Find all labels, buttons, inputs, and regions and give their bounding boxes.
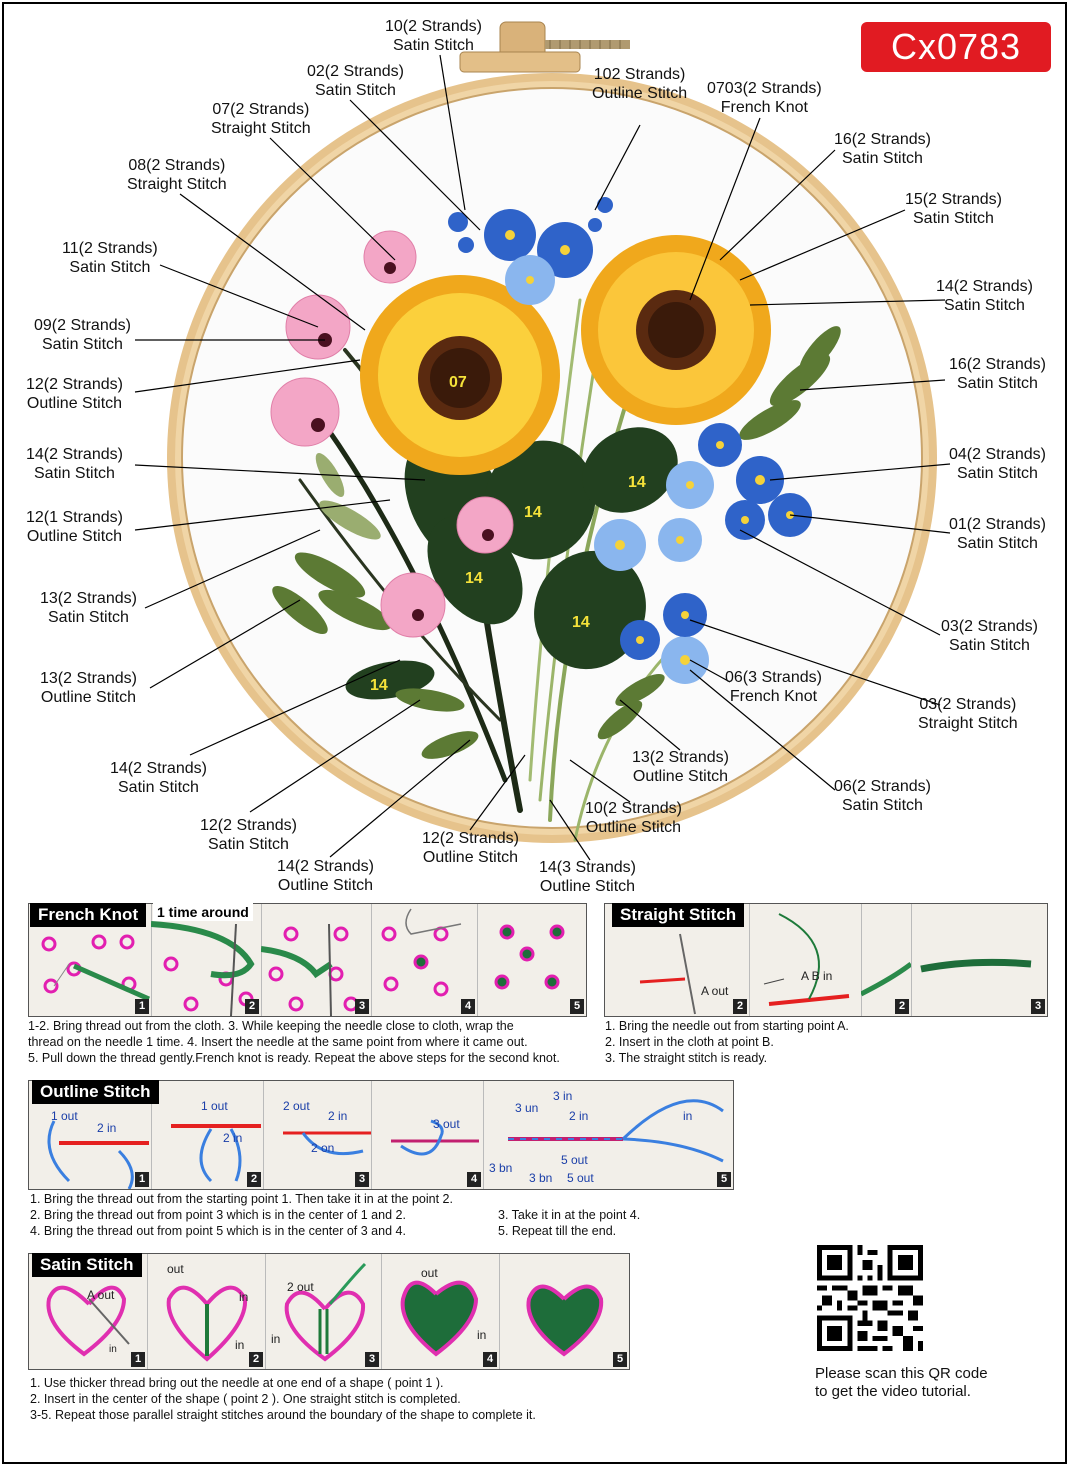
- callout-label: 12(2 Strands) Satin Stitch: [200, 817, 297, 853]
- callout-label: 16(2 Strands) Satin Stitch: [949, 356, 1046, 392]
- outline-stitch-instruction: 5. Repeat till the end.: [498, 1224, 617, 1238]
- callout-label: 10(2 Strands) Satin Stitch: [385, 18, 482, 54]
- outline-stitch-title: Outline Stitch: [32, 1080, 159, 1104]
- straight-stitch-instruction: 2. Insert in the cloth at point B.: [605, 1035, 774, 1049]
- callout-label: 0703(2 Strands) French Knot: [707, 80, 822, 116]
- svg-text:14: 14: [465, 570, 483, 587]
- satin-stitch-instruction: 3-5. Repeat those parallel straight stitches around the boundary of the shape to complete it.: [30, 1408, 536, 1422]
- satin-stitch-instruction: 2. Insert in the center of the shape ( point 2 ). One straight stitch is completed.: [30, 1392, 461, 1406]
- callout-label: 02(2 Strands) Satin Stitch: [307, 63, 404, 99]
- french-knot-strip: 1 2 3 4 5: [28, 903, 587, 1017]
- satin-stitch-instruction: 1. Use thicker thread bring out the needle at one end of a shape ( point 1 ).: [30, 1376, 444, 1390]
- callout-label: 16(2 Strands) Satin Stitch: [834, 131, 931, 167]
- callout-label: 08(2 Strands) Straight Stitch: [127, 157, 227, 193]
- outline-stitch-instruction: 1. Bring the thread out from the starting point 1. Then take it in at the point 2.: [30, 1192, 453, 1206]
- callout-label: 12(2 Strands) Outline Stitch: [26, 376, 123, 412]
- outline-stitch-strip: 1 out 2 in 1 1 out 2 in 2 2 out 2 in 2 on 3 3 out 4 3 un 3 in 2 in in 3 bn 5 out 3 bn 5 out 5: [28, 1080, 734, 1190]
- callout-label: 14(2 Strands) Satin Stitch: [110, 760, 207, 796]
- outline-stitch-instruction: 2. Bring the thread out from point 3 which is in the center of 1 and 2.: [30, 1208, 406, 1222]
- callout-label: 10(2 Strands) Outline Stitch: [585, 800, 682, 836]
- svg-text:14: 14: [572, 614, 590, 631]
- sunflower-right: [581, 235, 771, 425]
- outline-stitch-instruction: 4. Bring the thread out from point 5 which is in the center of 3 and 4.: [30, 1224, 406, 1238]
- callout-label: 14(2 Strands) Outline Stitch: [277, 858, 374, 894]
- callout-label: 14(2 Strands) Satin Stitch: [26, 446, 123, 482]
- outline-stitch-instruction: 3. Take it in at the point 4.: [498, 1208, 641, 1222]
- satin-stitch-title: Satin Stitch: [32, 1253, 142, 1277]
- callout-label: 07(2 Strands) Straight Stitch: [211, 101, 311, 137]
- callout-label: 14(2 Strands) Satin Stitch: [936, 278, 1033, 314]
- callout-label: 09(2 Strands) Satin Stitch: [34, 317, 131, 353]
- french-knot-title: French Knot: [30, 903, 146, 927]
- callout-label: 13(2 Strands) Outline Stitch: [40, 670, 137, 706]
- svg-text:14: 14: [370, 677, 388, 694]
- satin-stitch-strip: A out in 1 out in in 2 2 out in 3 out in 4 5: [28, 1253, 630, 1370]
- callout-label: 03(2 Strands) Straight Stitch: [918, 696, 1018, 732]
- qr-code[interactable]: [817, 1245, 923, 1351]
- callout-label: 12(1 Strands) Outline Stitch: [26, 509, 123, 545]
- callout-label: 13(2 Strands) Outline Stitch: [632, 749, 729, 785]
- callout-label: 06(2 Strands) Satin Stitch: [834, 778, 931, 814]
- callout-label: 15(2 Strands) Satin Stitch: [905, 191, 1002, 227]
- french-knot-instruction: 1-2. Bring thread out from the cloth. 3. While keeping the needle close to cloth, wrap the: [28, 1019, 514, 1033]
- svg-text:14: 14: [524, 504, 542, 521]
- callout-label: 102 Strands) Outline Stitch: [592, 66, 688, 102]
- callout-label: 06(3 Strands) French Knot: [725, 669, 822, 705]
- callout-label: 13(2 Strands) Satin Stitch: [40, 590, 137, 626]
- svg-text:14: 14: [628, 474, 646, 491]
- straight-stitch-instruction: 3. The straight stitch is ready.: [605, 1051, 768, 1065]
- french-knot-instruction: thread on the needle 1 time. 4. Insert the needle at the same point from where it came out.: [28, 1035, 528, 1049]
- callout-label: 14(3 Strands) Outline Stitch: [539, 859, 636, 895]
- product-code-badge: Cx0783: [861, 22, 1051, 72]
- straight-stitch-title: Straight Stitch: [612, 903, 744, 927]
- straight-stitch-strip: A out 2 A B in 2 3: [604, 903, 1048, 1017]
- callout-label: 04(2 Strands) Satin Stitch: [949, 446, 1046, 482]
- inner-label-07: 07: [449, 374, 467, 391]
- qr-caption: Please scan this QR code to get the video tutorial.: [815, 1365, 988, 1400]
- callout-label: 11(2 Strands) Satin Stitch: [62, 240, 158, 276]
- callout-label: 12(2 Strands) Outline Stitch: [422, 830, 519, 866]
- french-knot-instruction: 5. Pull down the thread gently.French knot is ready. Repeat the above steps for the second knot.: [28, 1051, 560, 1065]
- callout-label: 01(2 Strands) Satin Stitch: [949, 516, 1046, 552]
- straight-stitch-instruction: 1. Bring the needle out from starting point A.: [605, 1019, 849, 1033]
- callout-label: 03(2 Strands) Satin Stitch: [941, 618, 1038, 654]
- french-knot-note: 1 time around: [153, 903, 253, 921]
